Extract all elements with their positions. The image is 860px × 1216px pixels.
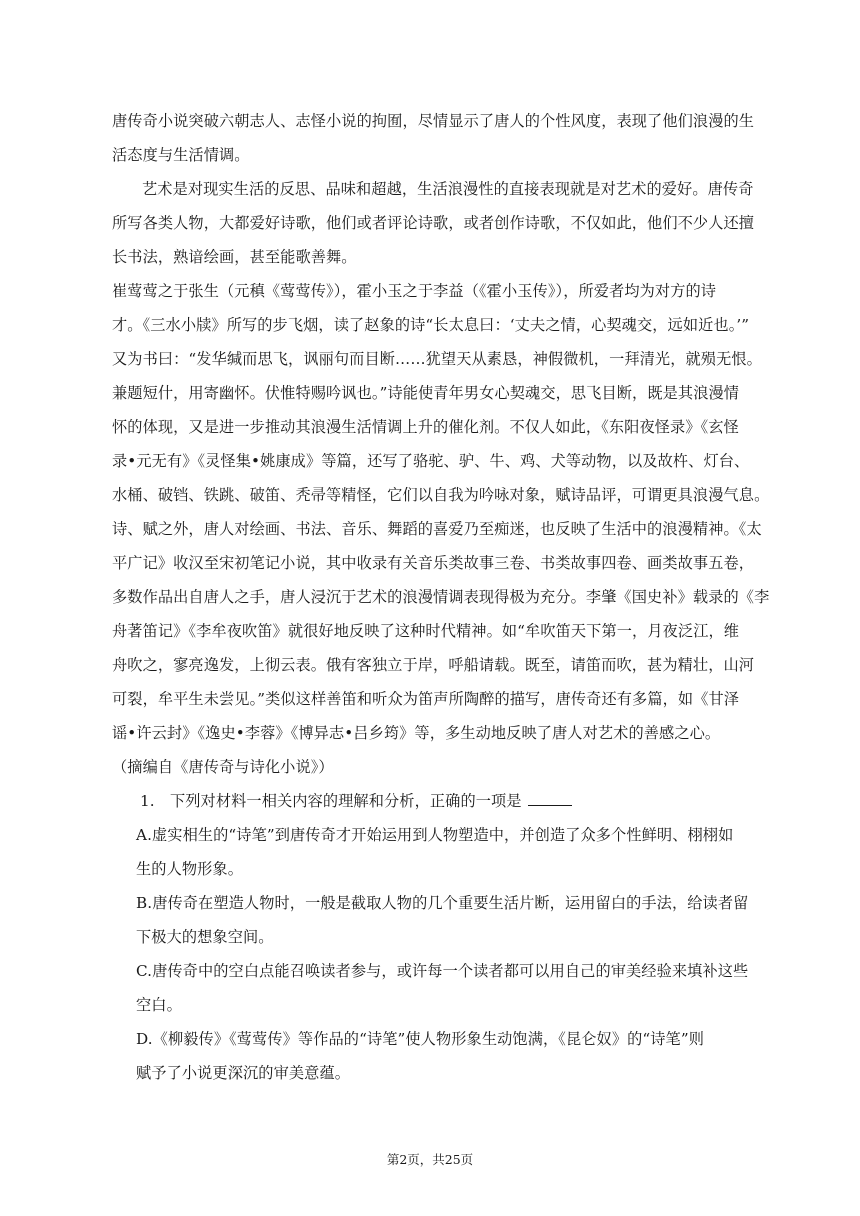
question-stem-text: 1. 下列对材料一相关内容的理解和分析，正确的一项是 (140, 792, 522, 810)
option-line: C.唐传奇中的空白点能召唤读者参与，或许每一个读者都可以用自己的审美经验来填补这些 (136, 962, 749, 980)
option-d (112, 1022, 752, 1090)
document-body (112, 104, 770, 1090)
text-line: 平广记》收汉至宋初笔记小说，其中收录有关音乐类故事三卷、书类故事四卷、画类故事五卷， (112, 554, 755, 572)
paragraph-1 (112, 104, 755, 172)
text-line: 舟著笛记》《李牟夜吹笛》就很好地反映了这种时代精神。如“牟吹笛天下第一，月夜泛江，维 (112, 622, 740, 640)
option-line: 空白。 (136, 996, 182, 1014)
option-line: A.虚实相生的“诗笔”到唐传奇才开始运用到人物塑造中，并创造了众多个性鲜明、栩栩如 (136, 826, 734, 844)
text-line: 所写各类人物，大都爱好诗歌，他们或者评论诗歌，或者创作诗歌，不仅如此，他们不少人还擅 (112, 214, 755, 232)
text-line: 多数作品出自唐人之手，唐人浸沉于艺术的浪漫情调表现得极为充分。李肇《国史补》载录的《李 (112, 588, 770, 606)
page-footer: 第2页，共25页 (386, 1152, 474, 1167)
text-line: 怀的体现，又是进一步推动其浪漫生活情调上升的催化剂。不仅人如此，《东阳夜怪录》《玄怪 (112, 418, 739, 436)
text-line: 崔莺莺之于张生（元稹《莺莺传》），霍小玉之于李益（《霍小玉传》），所爱者均为对方的诗 (112, 282, 717, 300)
paragraph-3 (112, 274, 770, 750)
text-line: 长书法，熟谙绘画，甚至能歌善舞。 (112, 248, 357, 266)
option-b (112, 886, 752, 954)
option-line: B.唐传奇在塑造人物时，一般是截取人物的几个重要生活片断，运用留白的手法，给读者留 (136, 894, 749, 912)
option-a (112, 818, 752, 886)
option-line: 赋予了小说更深沉的审美意蕴。 (136, 1064, 351, 1082)
text-line: 可裂，牟平生未尝见。”类似这样善笛和听众为笛声所陶醉的描写，唐传奇还有多篇，如《甘泽 (112, 690, 740, 708)
text-line: 才。《三水小牍》所写的步飞烟，读了赵象的诗“长太息曰：‘丈夫之情，心契魂交，远如近也。’” (112, 316, 750, 334)
text-line: 艺术是对现实生活的反思、品味和超越，生活浪漫性的直接表现就是对艺术的爱好。唐传奇 (142, 180, 754, 198)
text-line: 录•元无有》《灵怪集•姚康成》等篇，还写了骆驼、驴、牛、鸡、犬等动物，以及故杵、灯台、 (112, 452, 750, 470)
text-line: 唐传奇小说突破六朝志人、志怪小说的拘囿，尽情显示了唐人的个性风度，表现了他们浪漫的生 (112, 112, 755, 130)
text-line: 诗、赋之外，唐人对绘画、书法、音乐、舞蹈的喜爱乃至痴迷，也反映了生活中的浪漫精神。《太 (112, 520, 762, 538)
source-citation: （摘编自《唐传奇与诗化小说》） (112, 758, 334, 776)
option-line: D.《柳毅传》《莺莺传》等作品的“诗笔”使人物形象生动饱满，《昆仑奴》的“诗笔”则 (136, 1030, 704, 1048)
question-stem (112, 784, 752, 818)
answer-blank (528, 791, 572, 806)
text-line: 兼题短什，用寄幽怀。伏惟特赐吟讽也。”诗能使青年男女心契魂交，思飞目断，既是其浪漫情 (112, 384, 740, 402)
text-line: 又为书曰：“发华缄而思飞，讽丽句而目断……犹望天从素恳，神假微机，一拜清光，就殒无恨。 (112, 350, 762, 368)
text-line: 谣•许云封》《逸史•李蓉》《博异志•吕乡筠》等，多生动地反映了唐人对艺术的善感之心。 (112, 724, 721, 742)
question-1 (112, 784, 752, 1090)
text-line: 活态度与生活情调。 (112, 146, 250, 164)
option-c (112, 954, 752, 1022)
paragraph-2 (112, 172, 755, 274)
option-line: 下极大的想象空间。 (136, 928, 274, 946)
text-line: 舟吹之，寥亮逸发，上彻云表。俄有客独立于岸，呼船请载。既至，请笛而吹，甚为精壮，山河 (112, 656, 755, 674)
option-line: 生的人物形象。 (136, 860, 244, 878)
text-line: 水桶、破铛、铁跳、破笛、秃帚等精怪，它们以自我为吟咏对象，赋诗品评，可谓更具浪漫气息。 (112, 486, 770, 504)
